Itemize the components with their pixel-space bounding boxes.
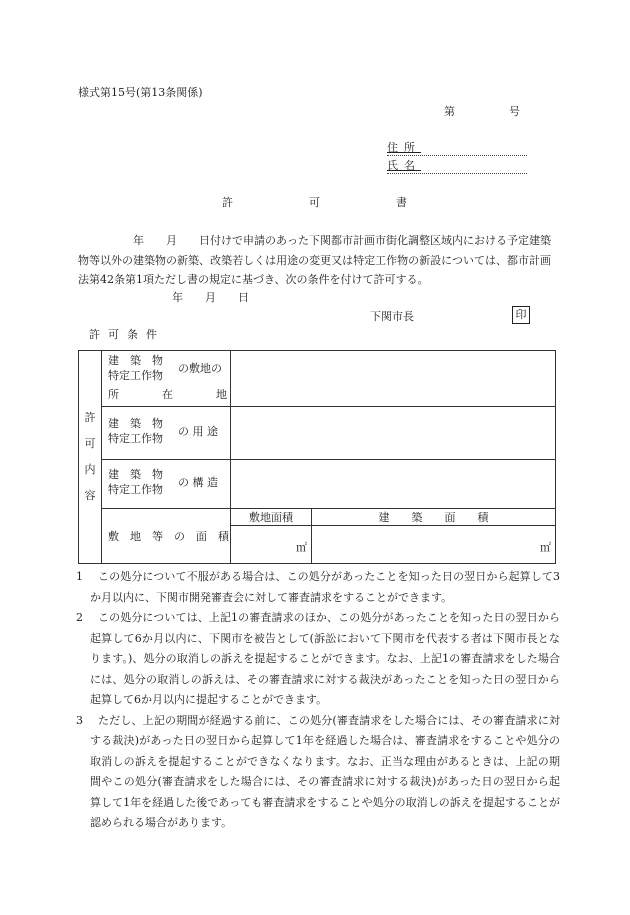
building-area-header: 建 築 面 積 [312, 509, 556, 526]
note-item [76, 567, 560, 608]
row1-line1: 建 築 物 [108, 354, 163, 367]
permit-content-label [79, 351, 102, 564]
row1-suffix: の敷地の [178, 362, 222, 375]
area-label [102, 509, 231, 564]
title-char-2: 可 [309, 196, 320, 209]
name-label: 氏名 [387, 159, 421, 172]
side-char-1: 許 [84, 411, 96, 424]
row1-line3-right: 地 [216, 388, 227, 401]
row3-line2: 特定工作物 [108, 483, 163, 496]
seal-box: 印 [512, 306, 530, 324]
body-paragraph: 年 月 日付けで申請のあった下関都市計画市街化調整区域内における予定建築物等以外の建築物の新築、改築若しくは用途の変更又は特定工作物の新設については、都市計画法第42条第1項ただし書の規定に基づき、次の条件を付けて許可する。 [78, 234, 551, 286]
address-label: 住所 [387, 141, 421, 154]
side-char-2: 可 [84, 437, 96, 450]
note-item [76, 608, 560, 711]
note-number: 1 [76, 570, 83, 583]
notes-list [76, 567, 560, 834]
structure-label [102, 460, 231, 509]
title-char-3: 書 [396, 196, 407, 209]
issuer: 下関市長 [370, 310, 414, 323]
row3-line1: 建 築 物 [108, 468, 163, 481]
use-label [102, 407, 231, 460]
row1-line3-left: 所 [108, 388, 119, 401]
use-value[interactable] [231, 407, 556, 460]
form-number: 様式第15号(第13条関係) [78, 86, 203, 99]
issue-date: 年 月 日 [172, 291, 249, 304]
note-item [76, 711, 560, 834]
permit-table [78, 350, 556, 564]
go-label: 号 [509, 105, 520, 118]
row1-line3-mid: 在 [162, 388, 173, 401]
address-field[interactable] [387, 142, 527, 156]
structure-value[interactable] [231, 460, 556, 509]
document-number [444, 106, 520, 117]
side-char-3: 内 [84, 463, 96, 476]
site-area-value[interactable] [231, 526, 312, 564]
row2-line2: 特定工作物 [108, 432, 163, 445]
site-location-value[interactable] [231, 351, 556, 407]
note-text: この処分について不服がある場合は、この処分があったことを知った日の翌日から起算して3か月以内に、下関市開発審査会に対して審査請求をすることができます。 [90, 570, 560, 604]
note-text: ただし、上記の期間が経過する前に、この処分(審査請求をした場合には、その審査請求に対する裁決)があった日の翌日から起算して1年を経過した場合は、審査請求をすることや処分の取消しの訴えを提起することができなくなります。なお、正当な理由があるときは、上記の期間やこの処分(審査請求をした場合には、その審査請求に対する裁決)があった日の翌日から起算して1年を経過した後であっても審査請求をすることや処分の取消しの訴えを提起することが認められる場合があります。 [90, 713, 560, 829]
row2-line1: 建 築 物 [108, 417, 163, 430]
site-location-label [102, 351, 231, 407]
name-field[interactable] [387, 160, 527, 174]
side-char-4: 容 [84, 489, 96, 502]
document-title [222, 197, 407, 208]
note-number: 2 [76, 611, 83, 624]
note-text: この処分については、上記1の審査請求のほか、この処分があったことを知った日の翌日から起算して6か月以内に、下関市を被告として(訴訟において下関市を代表する者は下関市長となります。)、処分の取消しの訴えを提起することができます。なお、上記1の審査請求をした場合には、処分の取消しの訴えは、その審査請求に対する裁決があったことを知った日の翌日から起算して6か月以内に提起することができます。 [90, 611, 560, 706]
dai-label: 第 [444, 105, 455, 118]
row1-line2: 特定工作物 [108, 369, 163, 382]
note-number: 3 [76, 713, 83, 727]
building-area-value[interactable] [312, 526, 556, 564]
area-label-text: 敷 地 等 の 面 積 [108, 529, 229, 543]
site-area-unit: ㎡ [296, 541, 307, 554]
row2-suffix: の 用 途 [178, 425, 218, 438]
title-char-1: 許 [222, 196, 233, 209]
building-area-unit: ㎡ [540, 541, 551, 554]
conditions-heading: 許可条件 [89, 328, 165, 341]
site-area-header: 敷地面積 [231, 509, 312, 526]
row3-suffix: の 構 造 [178, 476, 218, 489]
